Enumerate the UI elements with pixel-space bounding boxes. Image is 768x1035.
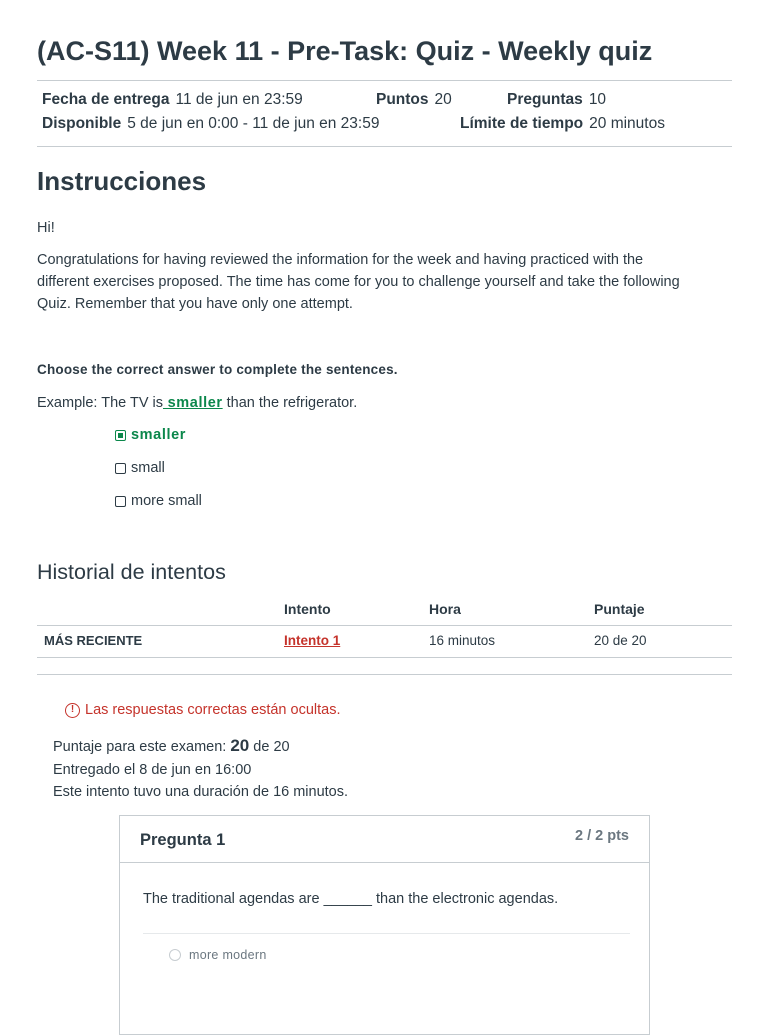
warning-icon: ! xyxy=(65,703,80,718)
example-sentence: Example: The TV is smaller than the refrigerator. xyxy=(37,395,358,411)
divider xyxy=(143,933,630,934)
radio-icon xyxy=(169,949,181,961)
most-recent-label: MÁS RECIENTE xyxy=(37,626,284,658)
question-card xyxy=(119,815,650,1035)
divider xyxy=(37,146,732,147)
table-header-row xyxy=(37,594,732,626)
question-title: Pregunta 1 xyxy=(140,831,226,849)
attempt-score: 20 de 20 xyxy=(594,626,732,658)
checkbox-icon xyxy=(115,496,126,507)
quiz-meta-row-2 xyxy=(42,115,732,135)
due-date: Fecha de entrega 11 de jun en 23:59 xyxy=(42,91,303,108)
points: Puntos 20 xyxy=(376,91,452,108)
checkbox-icon xyxy=(115,463,126,474)
question-text: The traditional agendas are ______ than the electronic agendas. xyxy=(143,891,559,907)
attempt-time: 16 minutos xyxy=(429,626,594,658)
time-limit: Límite de tiempo 20 minutos xyxy=(460,115,665,132)
directive-text: Choose the correct answer to complete the sentences. xyxy=(37,362,398,377)
column-header-attempt: Intento xyxy=(284,594,429,626)
attempt-history-table xyxy=(37,594,732,658)
column-header-time: Hora xyxy=(429,594,594,626)
questions-count: Preguntas 10 xyxy=(507,91,607,108)
divider xyxy=(37,674,732,675)
attempt-duration: Este intento tuvo una duración de 16 minutos. xyxy=(53,784,349,800)
quiz-meta-row-1 xyxy=(42,91,732,111)
page-title: (AC-S11) Week 11 - Pre-Task: Quiz - Weekly quiz xyxy=(37,36,653,66)
instructions-paragraph: Congratulations for having reviewed the information for the week and having practiced with the different exercises proposed. The time has come for you to challenge yourself and take the following Quiz. Remember that you have only one attempt. xyxy=(37,252,680,312)
divider xyxy=(37,80,732,81)
checked-box-icon xyxy=(115,430,126,441)
submitted-date: Entregado el 8 de jun en 16:00 xyxy=(53,762,252,778)
attempt-history-heading: Historial de intentos xyxy=(37,560,226,584)
example-option: small xyxy=(115,460,165,476)
example-option: more small xyxy=(115,493,202,509)
greeting-text: Hi! xyxy=(37,220,55,236)
exam-score: Puntaje para este examen: 20 de 20 xyxy=(53,736,290,755)
question-points: 2 / 2 pts xyxy=(575,828,629,844)
question-header xyxy=(120,816,649,863)
column-header-score: Puntaje xyxy=(594,594,732,626)
table-row xyxy=(37,626,732,658)
column-header xyxy=(37,594,284,626)
answers-hidden-alert: ! Las respuestas correctas están ocultas. xyxy=(65,702,341,718)
example-option-selected: smaller xyxy=(115,427,186,443)
answer-option: more modern xyxy=(169,948,267,962)
example-answer: smaller xyxy=(163,395,223,411)
instructions-heading: Instrucciones xyxy=(37,166,207,196)
availability: Disponible 5 de jun en 0:00 - 11 de jun en 23:59 xyxy=(42,115,380,132)
attempt-link[interactable]: Intento 1 xyxy=(284,633,341,648)
